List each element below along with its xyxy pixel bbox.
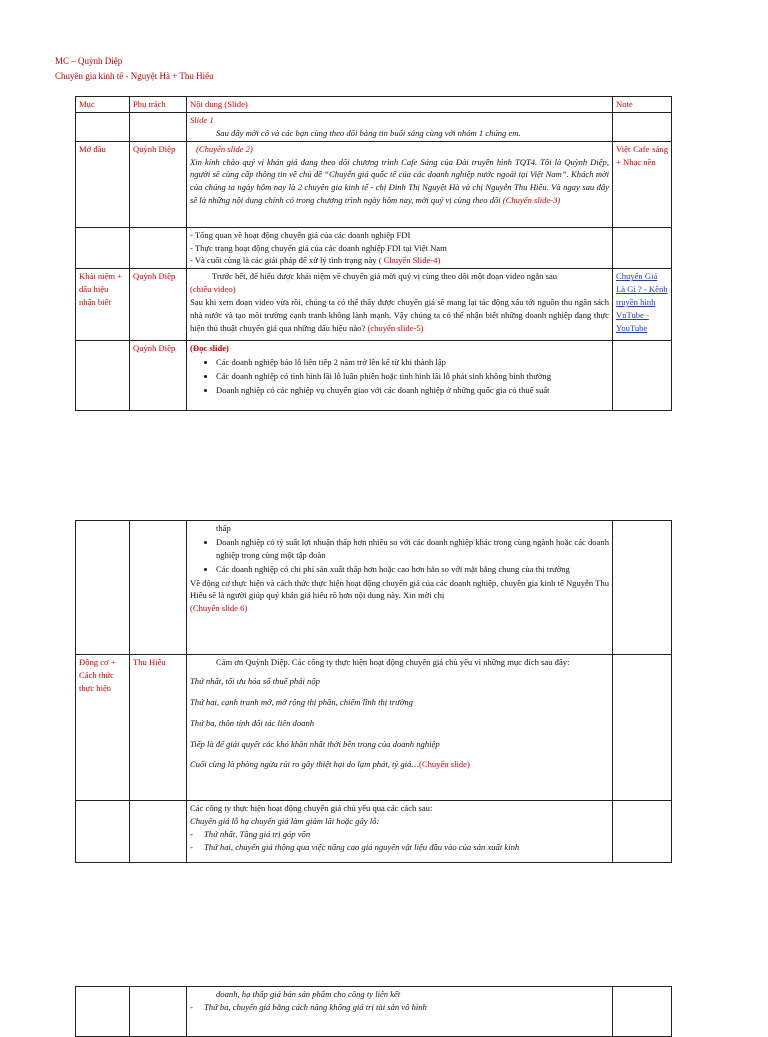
header-muc: Mục bbox=[76, 97, 130, 113]
script-table-page2 bbox=[75, 520, 672, 863]
motive-item: Cuối cùng là phòng ngừa rủi ro gây thiệt hại do lạm phát, tỷ giá…(Chuyển slide) bbox=[190, 759, 470, 770]
video-intro: Trước hết, để hiểu được khái niệm về chuyển giá mời quý vị cùng theo dõi một đoạn video ngắn sau bbox=[212, 271, 558, 282]
video-tag: (chiếu video) bbox=[190, 284, 236, 295]
experts-line: Chuyên gia kinh tế - Nguyệt Hà + Thu Hiếu bbox=[55, 71, 214, 81]
note-cafe: Việt Cafe sáng + Nhạc nền bbox=[613, 141, 672, 227]
outline-cell bbox=[187, 227, 613, 269]
table-row bbox=[76, 112, 672, 141]
table-row bbox=[76, 987, 672, 1037]
owner-thu-hieu: Thu Hiếu bbox=[130, 655, 187, 801]
owner-quynh-diep: Quỳnh Diệp bbox=[130, 141, 187, 227]
dongco-intro: Cảm ơn Quỳnh Diệp. Các công ty thực hiện hoạt động chuyển giá chủ yếu vì những mục đích sau đây: bbox=[216, 657, 570, 667]
outline-item: - Tổng quan về hoạt động chuyển giá của các doanh nghiệp FDI bbox=[190, 229, 411, 240]
cachthuc-subhead: Chuyển giá lỗ hạ chuyển giá làm giảm lãi hoặc gây lỗ: bbox=[190, 815, 380, 826]
continued-word: thấp bbox=[216, 523, 231, 533]
signs-cont-cell bbox=[187, 521, 613, 655]
list-item: • Doanh nghiệp có tỷ suất lợi nhuận thấp hơn nhiều so với các doanh nghiệp khác trong cùng ngành hoặc các doanh nghiệp trong cùng một tập đoàn bbox=[216, 536, 609, 562]
mc-line: MC – Quỳnh Diệp bbox=[55, 56, 123, 66]
owner-quynh-diep: Quỳnh Diệp bbox=[130, 269, 187, 341]
table-row bbox=[76, 141, 672, 227]
slide-tag: (chuyển slide-5) bbox=[367, 322, 424, 333]
methods-cont-cell bbox=[187, 987, 613, 1037]
slide-tag: ( Chuyển Slide-4) bbox=[378, 255, 441, 266]
section-khainiem: Khái niệm + dấu hiệu nhận biết bbox=[76, 269, 130, 341]
youtube-link[interactable]: Chuyển Giá Là Gì ? - Kênh truyền hình VnTube - YouTube bbox=[613, 269, 672, 341]
cachthuc-content bbox=[187, 801, 613, 863]
outline-item: - Thực trạng hoạt động chuyển giá của các doanh nghiệp FDI tại Việt Nam bbox=[190, 242, 447, 253]
table-row bbox=[76, 655, 672, 801]
list-item: • Các doanh nghiệp có chi phí sản xuất thấp hơn hoặc cao hơn hẳn so với mặt bằng chung của thị trường bbox=[216, 563, 609, 576]
header-phu-trach: Phụ trách bbox=[130, 97, 187, 113]
table-header-row bbox=[76, 97, 672, 113]
transition-text: Về động cơ thực hiện và cách thức thực hiện hoạt động chuyển giá của các doanh nghiệp, chuyên gia kinh tế Nguyễn Thu Hiếu sẽ là người giúp quý khán giả hiểu rõ hơn nội dung này. Xin mời chị bbox=[190, 577, 609, 601]
motive-item: Tiếp là để giải quyết các khó khăn nhất thời bên trong của doanh nghiệp bbox=[190, 738, 440, 749]
motive-item: Thứ ba, thôn tính đối tác liên doanh bbox=[190, 717, 315, 728]
slide-tag: (Chuyển slide 2) bbox=[196, 143, 253, 154]
sign-list bbox=[204, 356, 609, 397]
dongco-content bbox=[187, 655, 613, 801]
table-row bbox=[76, 269, 672, 341]
section-modau: Mở đầu bbox=[76, 141, 130, 227]
header-noi-dung: Nội dung (Slide) bbox=[187, 97, 613, 113]
modau-content bbox=[187, 141, 613, 227]
list-item: • Các doanh nghiệp có tình hình lãi lỗ luân phiên hoặc tình hình lãi lỗ phát sinh không bình thường bbox=[216, 370, 609, 383]
slide1-cell bbox=[187, 112, 613, 141]
list-item: • Doanh nghiệp có các nghiệp vụ chuyển giao với các doanh nghiệp ở những quốc gia có thuế suất bbox=[216, 384, 609, 397]
slide-tag: (Chuyển slide) bbox=[419, 759, 470, 770]
khainiem-content bbox=[187, 269, 613, 341]
slide-tag: (Chuyển slide 6) bbox=[190, 603, 248, 614]
cachthuc-intro: Các công ty thực hiện hoạt động chuyển giá chủ yếu qua các cách sau: bbox=[190, 803, 433, 813]
motive-item: Thứ hai, cạnh tranh mở, mở rộng thị phần, chiếm lĩnh thị trường bbox=[190, 696, 413, 707]
slide1-text: Sau đây mời cô và các bạn cùng theo dõi bảng tin buổi sáng cùng với nhóm 1 chúng em. bbox=[216, 127, 521, 138]
script-table-page1 bbox=[75, 96, 672, 411]
header-note: Note bbox=[613, 97, 672, 113]
khainiem-text: Sau khi xem đoạn video vừa rồi, chúng ta có thể thấy được chuyển giá sẽ mang lại tác động xấu tới nguồn thu ngân sách nhà nước và tạo môi trường cạnh tranh không lành mạnh. Vậy chúng ta có thể nhận biết những doanh nghiệp đang thực hiện thủ thuật chuyển giá qua những dấu hiệu nào? bbox=[190, 297, 609, 333]
table-row bbox=[76, 801, 672, 863]
list-item: - Thứ ba, chuyển giá bằng cách nâng khống giá trị tài sản vô hình bbox=[190, 1001, 427, 1012]
read-slide-tag: (Đọc slide) bbox=[190, 343, 229, 354]
table-row bbox=[76, 227, 672, 269]
table-row bbox=[76, 521, 672, 655]
section-dongco: Động cơ + Cách thức thực hiện bbox=[76, 655, 130, 801]
list-item: • Các doanh nghiệp báo lỗ liên tiếp 2 năm trở lên kể từ khi thành lập bbox=[216, 356, 609, 369]
docslide-cell bbox=[187, 341, 613, 411]
slide-tag: (Chuyển slide-3) bbox=[502, 195, 561, 206]
outline-item: - Và cuối cùng là các giải pháp để xử lý tình trạng này ( Chuyển Slide-4) bbox=[190, 255, 441, 266]
list-item: - Thứ hai, chuyển giá thông qua việc nâng cao giá nguyên vật liệu đầu vào của sản xuất kinh bbox=[190, 841, 520, 852]
owner-quynh-diep: Quỳnh Diệp bbox=[130, 341, 187, 411]
list-item: - Thứ nhất, Tăng giá trị góp vốn bbox=[190, 828, 311, 839]
sign-list-cont bbox=[204, 536, 609, 576]
slide1-label: Slide 1 bbox=[190, 114, 214, 125]
script-table-page3 bbox=[75, 986, 672, 1037]
modau-text: Xin kính chào quý vị khán giả đang theo dõi chương trình Cafe Sáng của Đài truyền hình TQT4. Tôi là Quỳnh Diệp, người sẽ cùng cấp thông tin về chủ đề “Chuyển giá quốc tế của các doanh nghiệp nước ngoài tại Việt Nam”. Khách mời của chúng ta ngày hôm nay là 2 chuyên gia kinh tế - chị Đinh Thị Nguyệt Hà và chị Nguyễn Thu Hiếu. Và ngay sau đây sẽ là những nội dung chính có trong chương trình ngày hôm nay, mời quý vị cùng theo dõi bbox=[190, 156, 609, 206]
motive-item: Thứ nhất, tối ưu hóa số thuế phải nộp bbox=[190, 675, 320, 686]
continued-line: doanh, hạ thấp giá bán sản phẩm cho công ty liên kết bbox=[216, 989, 401, 999]
table-row bbox=[76, 341, 672, 411]
